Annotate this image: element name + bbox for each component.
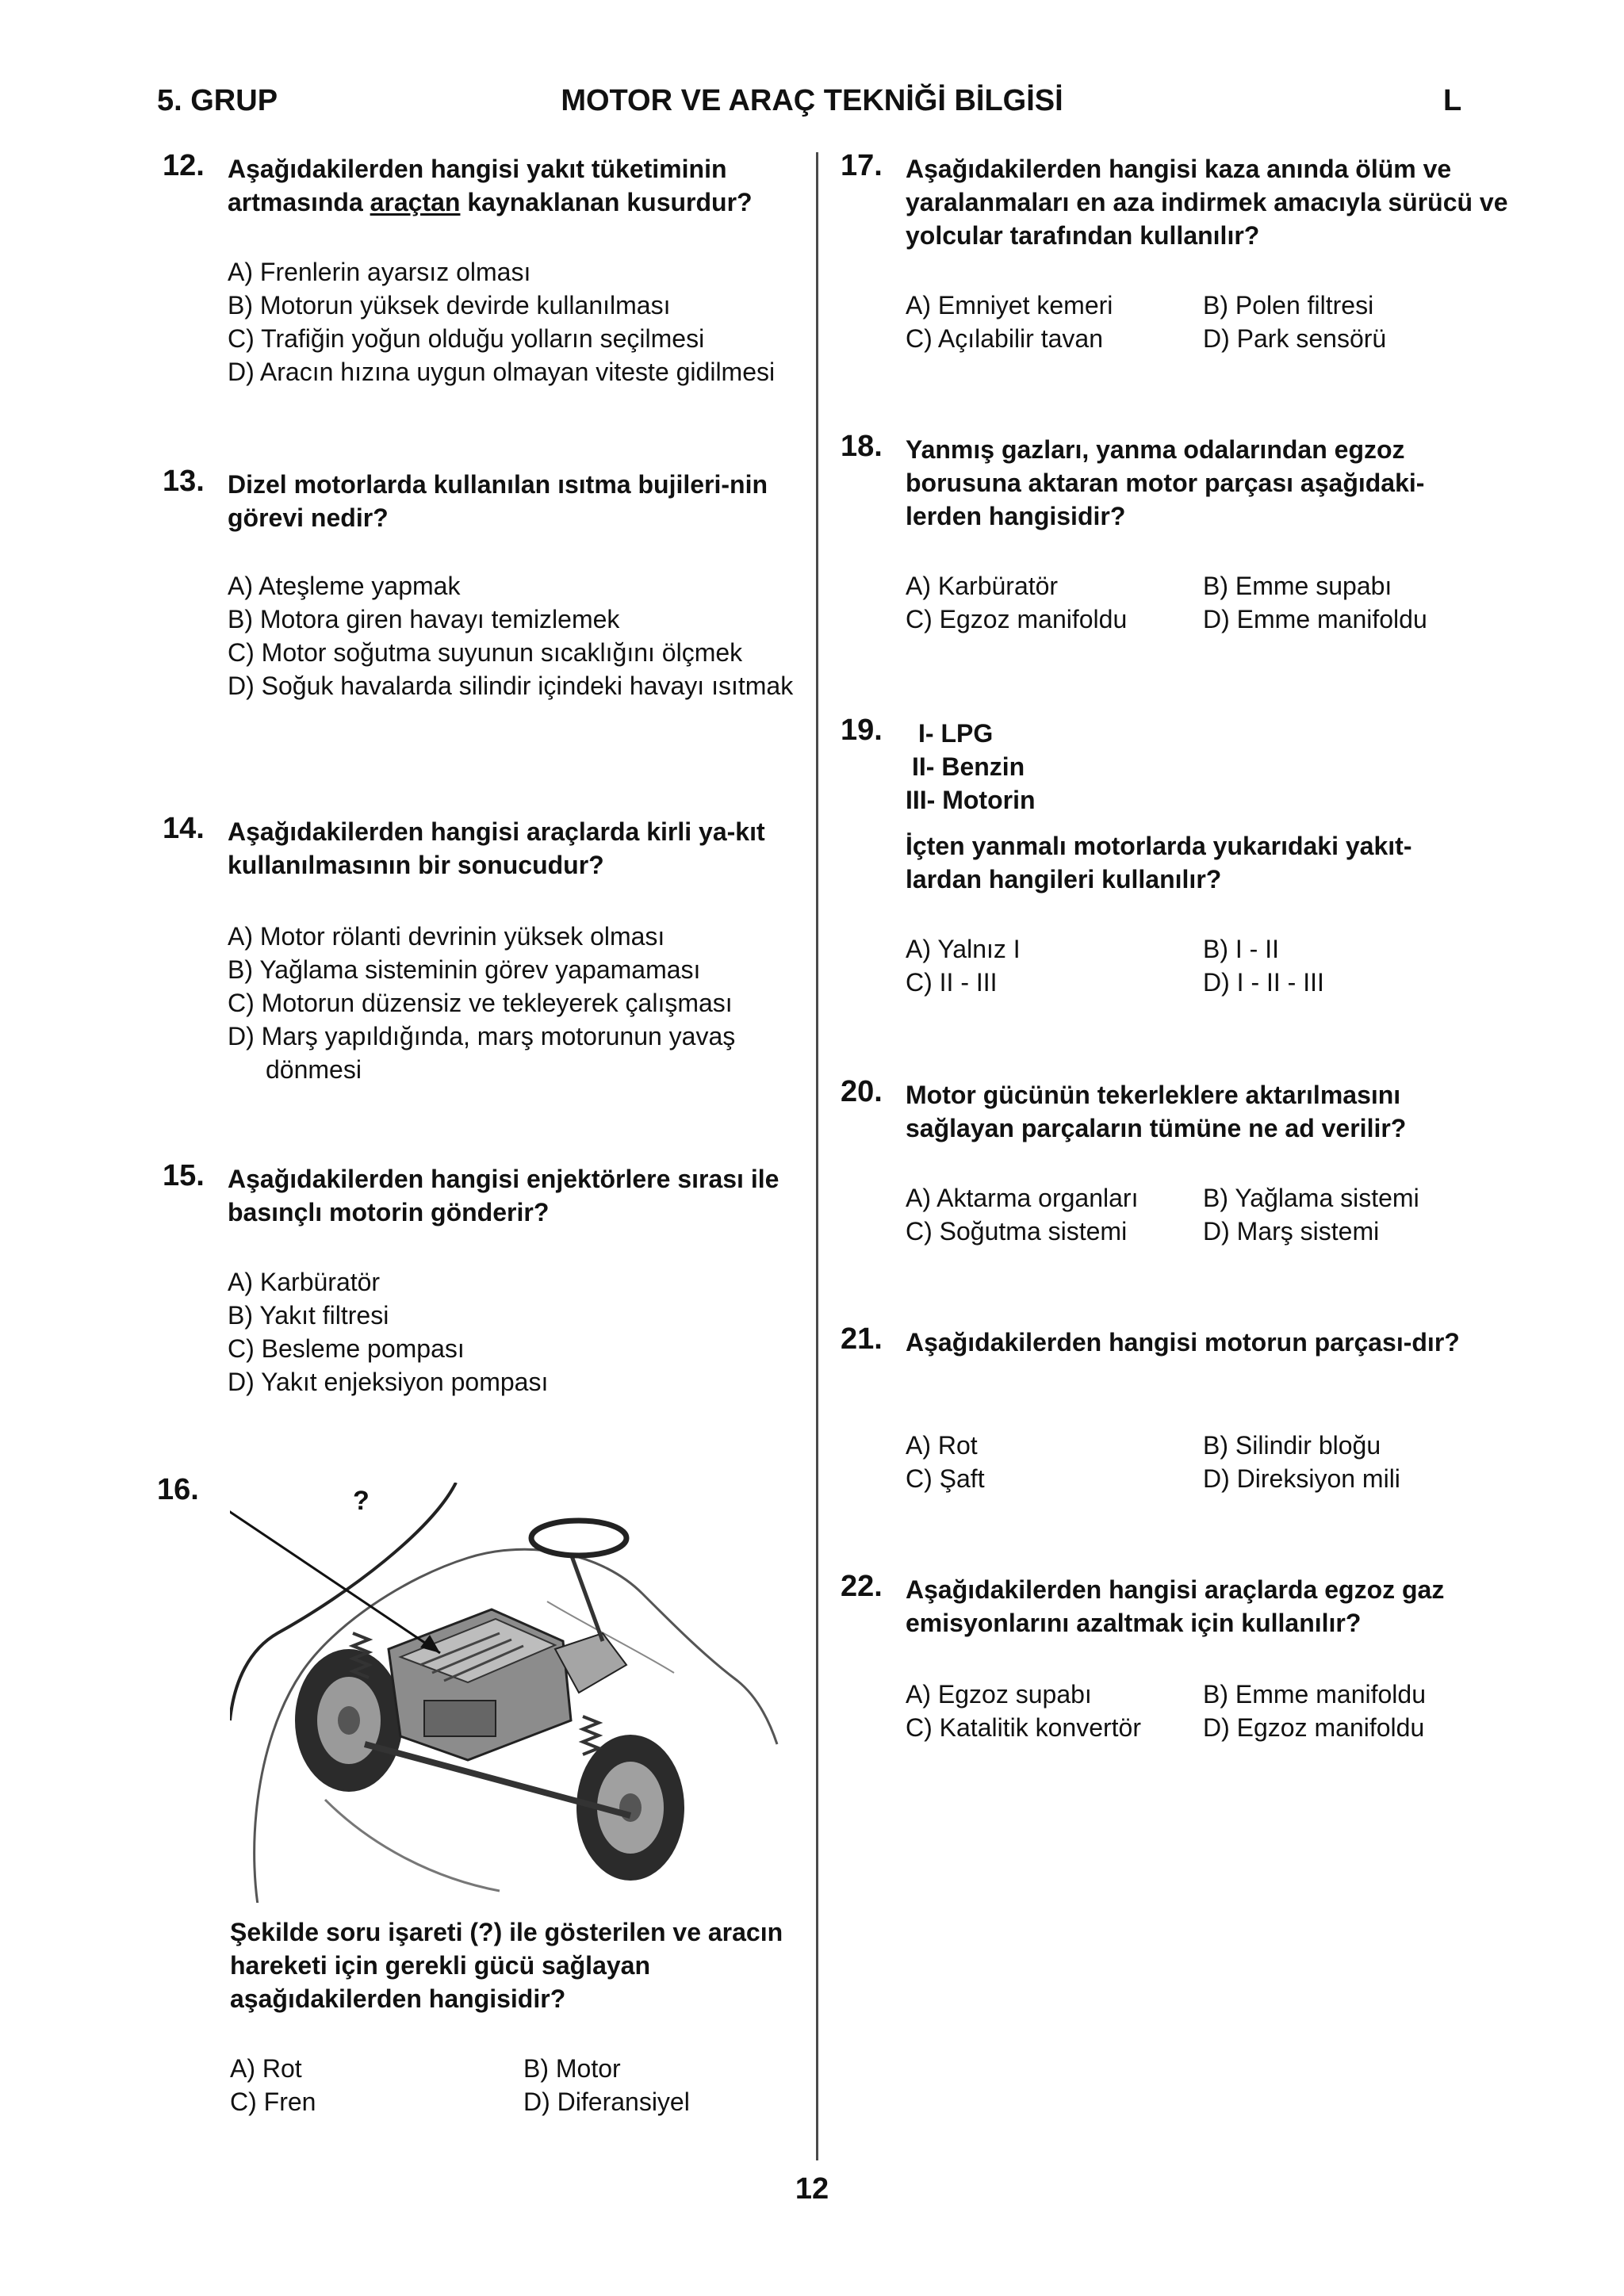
q20-option-a[interactable]: A) Aktarma organları — [906, 1184, 1139, 1212]
car-drivetrain-figure — [230, 1483, 785, 1903]
answer-options — [228, 569, 830, 702]
answer-options — [228, 255, 775, 388]
question-text: Aşağıdakilerden hangisi araçlarda kirli ya-kıt kullanılmasının bir sonucudur? — [228, 817, 765, 879]
question-number: 21. — [841, 1322, 883, 1356]
q22-option-a[interactable]: A) Egzoz supabı — [906, 1680, 1092, 1709]
item-3: III- Motorin — [906, 786, 1036, 814]
column-divider — [816, 152, 818, 2160]
option-c[interactable]: C) Motorun düzensiz ve tekleyerek çalışması — [228, 989, 733, 1017]
question-text: Aşağıdakilerden hangisi kaza anında ölüm ve yaralanmaları en aza indirmek amacıyla sürücü ve yolcular tarafından kullanılır? — [906, 155, 1508, 250]
group-label: 5. GRUP — [157, 84, 278, 117]
q16-option-c[interactable]: C) Fren — [230, 2087, 316, 2116]
engine-block — [389, 1609, 571, 1760]
question-text: Aşağıdakilerden hangisi yakıt tüketiminin artmasında araçtan kaynaklanan kusurdur? — [228, 155, 753, 216]
option-a[interactable]: A) Frenlerin ayarsız olması — [228, 258, 531, 286]
option-b[interactable]: B) Yakıt filtresi — [228, 1301, 389, 1330]
question-text: Dizel motorlarda kullanılan ısıtma bujileri-nin görevi nedir? — [228, 470, 768, 532]
question-number: 16. — [157, 1473, 199, 1506]
question-text: Yanmış gazları, yanma odalarından egzoz borusuna aktaran motor parçası aşağıdaki-lerden hangisidir? — [906, 435, 1425, 530]
question-number: 19. — [841, 714, 883, 747]
item-2: II- Benzin — [912, 752, 1025, 781]
option-c[interactable]: C) Trafiğin yoğun olduğu yolların seçilmesi — [228, 324, 705, 353]
q20-option-c[interactable]: C) Soğutma sistemi — [906, 1217, 1128, 1246]
q21-option-c[interactable]: C) Şaft — [906, 1464, 985, 1493]
option-a[interactable]: A) Karbüratör — [228, 1268, 381, 1296]
q21-option-a[interactable]: A) Rot — [906, 1431, 978, 1460]
q22-option-b[interactable]: B) Emme manifoldu — [1203, 1680, 1426, 1709]
question-number: 14. — [163, 812, 205, 845]
q22-option-c[interactable]: C) Katalitik konvertör — [906, 1713, 1141, 1742]
answer-options — [228, 1265, 548, 1399]
q17-option-a[interactable]: A) Emniyet kemeri — [906, 291, 1113, 320]
q22-option-d[interactable]: D) Egzoz manifoldu — [1203, 1713, 1425, 1742]
figure-question-mark: ? — [353, 1486, 370, 1516]
question-number: 18. — [841, 430, 883, 463]
q19-option-b[interactable]: B) I - II — [1203, 935, 1279, 963]
item-1: I- LPG — [918, 719, 994, 748]
q16-option-b[interactable]: B) Motor — [523, 2054, 621, 2083]
booklet-letter: L — [1443, 84, 1462, 117]
answer-options — [228, 920, 821, 1086]
q16-option-d[interactable]: D) Diferansiyel — [523, 2087, 690, 2116]
option-b[interactable]: B) Yağlama sisteminin görev yapamaması — [228, 955, 701, 984]
question-number: 15. — [163, 1159, 205, 1192]
q19-option-a[interactable]: A) Yalnız I — [906, 935, 1021, 963]
q20-option-b[interactable]: B) Yağlama sistemi — [1203, 1184, 1419, 1212]
option-d[interactable]: D) Marş yapıldığında, marş motorunun yavaş dönmesi — [228, 1022, 736, 1084]
question-text: Aşağıdakilerden hangisi motorun parçası-dır? — [906, 1328, 1460, 1357]
option-d[interactable]: D) Soğuk havalarda silindir içindeki havayı ısıtmak — [228, 672, 794, 700]
q18-option-b[interactable]: B) Emme supabı — [1203, 572, 1392, 600]
q17-option-d[interactable]: D) Park sensörü — [1203, 324, 1387, 353]
option-a[interactable]: A) Ateşleme yapmak — [228, 572, 461, 600]
question-number: 22. — [841, 1570, 883, 1603]
question-16-text: Şekilde soru işareti (?) ile gösterilen ve aracın hareketi için gerekli gücü sağlayan aşağıdakilerden hangisidir? — [230, 1918, 783, 2013]
page-title: MOTOR VE ARAÇ TEKNİĞİ BİLGİSİ — [561, 84, 1063, 117]
question-number: 17. — [841, 149, 883, 182]
page-number: 12 — [795, 2172, 829, 2206]
option-c[interactable]: C) Besleme pompası — [228, 1334, 465, 1363]
q21-option-d[interactable]: D) Direksiyon mili — [1203, 1464, 1400, 1493]
option-a[interactable]: A) Motor rölanti devrinin yüksek olması — [228, 922, 665, 951]
q17-option-c[interactable]: C) Açılabilir tavan — [906, 324, 1103, 353]
option-b[interactable]: B) Motorun yüksek devirde kullanılması — [228, 291, 671, 320]
question-text: Aşağıdakilerden hangisi araçlarda egzoz gaz emisyonlarını azaltmak için kullanılır? — [906, 1575, 1445, 1637]
q18-option-c[interactable]: C) Egzoz manifoldu — [906, 605, 1128, 633]
q16-option-a[interactable]: A) Rot — [230, 2054, 302, 2083]
question-number: 12. — [163, 149, 205, 182]
steering-wheel — [531, 1521, 626, 1556]
option-b[interactable]: B) Motora giren havayı temizlemek — [228, 605, 620, 633]
option-d[interactable]: D) Yakıt enjeksiyon pompası — [228, 1368, 549, 1396]
option-d[interactable]: D) Aracın hızına uygun olmayan viteste gidilmesi — [228, 358, 776, 386]
question-text: Aşağıdakilerden hangisi enjektörlere sırası ile basınçlı motorin gönderir? — [228, 1165, 779, 1226]
question-text: Motor gücünün tekerleklere aktarılmasını sağlayan parçaların tümüne ne ad verilir? — [906, 1081, 1407, 1142]
question-number: 20. — [841, 1075, 883, 1108]
q19-option-c[interactable]: C) II - III — [906, 968, 998, 997]
q21-option-b[interactable]: B) Silindir bloğu — [1203, 1431, 1381, 1460]
q20-option-d[interactable]: D) Marş sistemi — [1203, 1217, 1380, 1246]
q19-option-d[interactable]: D) I - II - III — [1203, 968, 1324, 997]
q18-option-a[interactable]: A) Karbüratör — [906, 572, 1059, 600]
q17-option-b[interactable]: B) Polen filtresi — [1203, 291, 1374, 320]
q18-option-d[interactable]: D) Emme manifoldu — [1203, 605, 1427, 633]
option-c[interactable]: C) Motor soğutma suyunun sıcaklığını ölçmek — [228, 638, 743, 667]
question-19-text: İçten yanmalı motorlarda yukarıdaki yakıt-lardan hangileri kullanılır? — [906, 832, 1412, 894]
question-number: 13. — [163, 465, 205, 498]
